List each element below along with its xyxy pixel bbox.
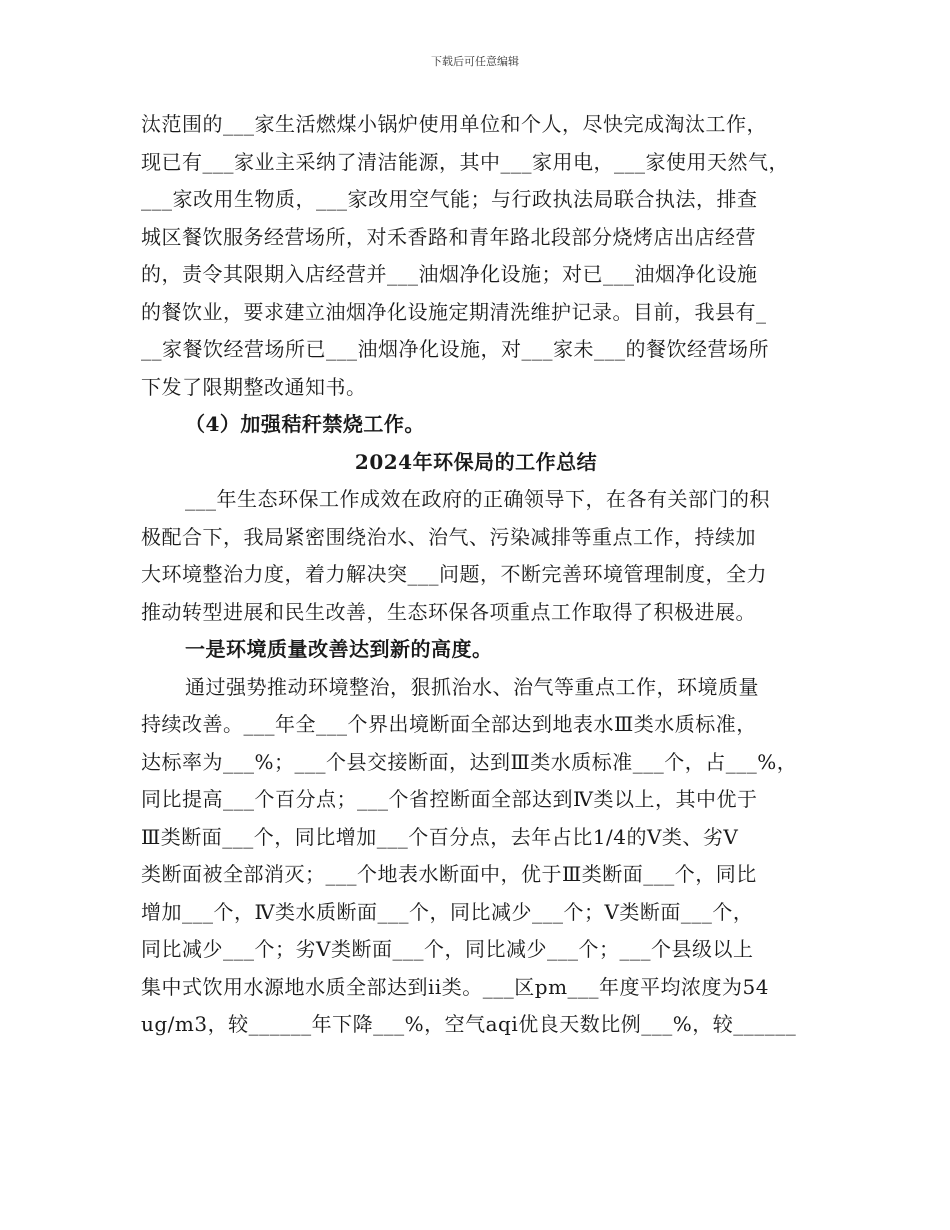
document-body xyxy=(141,106,811,1044)
text-line: 现已有___家业主采纳了清洁能源，其中___家用电，___家使用天然气， xyxy=(141,149,789,174)
text-line: 集中式饮用水源地水质全部达到ii类。___区pm___年度平均浓度为54 xyxy=(141,974,770,999)
text-line: 达标率为___%；___个县交接断面，达到Ⅲ类水质标准___个，占___%， xyxy=(141,749,798,774)
text-line: 持续改善。___年全___个界出境断面全部达到地表水Ⅲ类水质标准， xyxy=(141,712,757,736)
text-line: ___年生态环保工作成效在政府的正确领导下，在各有关部门的积 xyxy=(185,487,770,511)
text-line: 类断面被全部消灭；___个地表水断面中，优于Ⅲ类断面___个，同比 xyxy=(141,862,757,886)
text-line: 通过强势推动环境整治，狠抓治水、治气等重点工作，环境质量 xyxy=(185,674,759,699)
text-line: 的餐饮业，要求建立油烟净化设施定期清洗维护记录。目前，我县有_ xyxy=(141,299,767,324)
text-line: __家餐饮经营场所已___油烟净化设施，对___家未___的餐饮经营场所 xyxy=(141,337,769,361)
text-line: 推动转型进展和民生改善，生态环保各项重点工作取得了积极进展。 xyxy=(141,599,756,624)
text-line: 汰范围的___家生活燃煤小锅炉使用单位和个人，尽快完成淘汰工作， xyxy=(141,112,767,136)
text-line: 城区餐饮服务经营场所，对禾香路和青年路北段部分烧烤店出店经营 xyxy=(141,224,756,249)
text-line: 下发了限期整改通知书。 xyxy=(141,374,367,399)
text-line: 大环境整治力度，着力解决突___问题，不断完善环境管理制度，全力 xyxy=(141,562,767,586)
page-header-note: 下载后可任意编辑 xyxy=(431,55,519,68)
text-line: 极配合下，我局紧密围绕治水、治气、污染减排等重点工作，持续加 xyxy=(141,524,756,549)
section-title: 2024年环保局的工作总结 xyxy=(354,449,598,474)
text-line: ___家改用生物质，___家改用空气能；与行政执法局联合执法，排查 xyxy=(141,187,758,211)
text-line: 同比减少___个；劣Ⅴ类断面___个，同比减少___个；___个县级以上 xyxy=(141,937,754,961)
text-line: ug/m3，较______年下降___%，空气aqi优良天数比例___%，较______ xyxy=(141,1012,797,1036)
text-line: 同比提高___个百分点；___个省控断面全部达到Ⅳ类以上，其中优于 xyxy=(141,787,758,811)
text-line: 增加___个，Ⅳ类水质断面___个，同比减少___个；Ⅴ类断面___个， xyxy=(141,899,754,924)
subheading-environment-quality: 一是环境质量改善达到新的高度。 xyxy=(185,637,493,661)
subheading-straw-burning: （4）加强秸秆禁烧工作。 xyxy=(185,412,425,436)
text-line: Ⅲ类断面___个，同比增加___个百分点，去年占比1/4的Ⅴ类、劣Ⅴ xyxy=(141,824,739,849)
text-line: 的，责令其限期入店经营并___油烟净化设施；对已___油烟净化设施 xyxy=(141,262,758,286)
